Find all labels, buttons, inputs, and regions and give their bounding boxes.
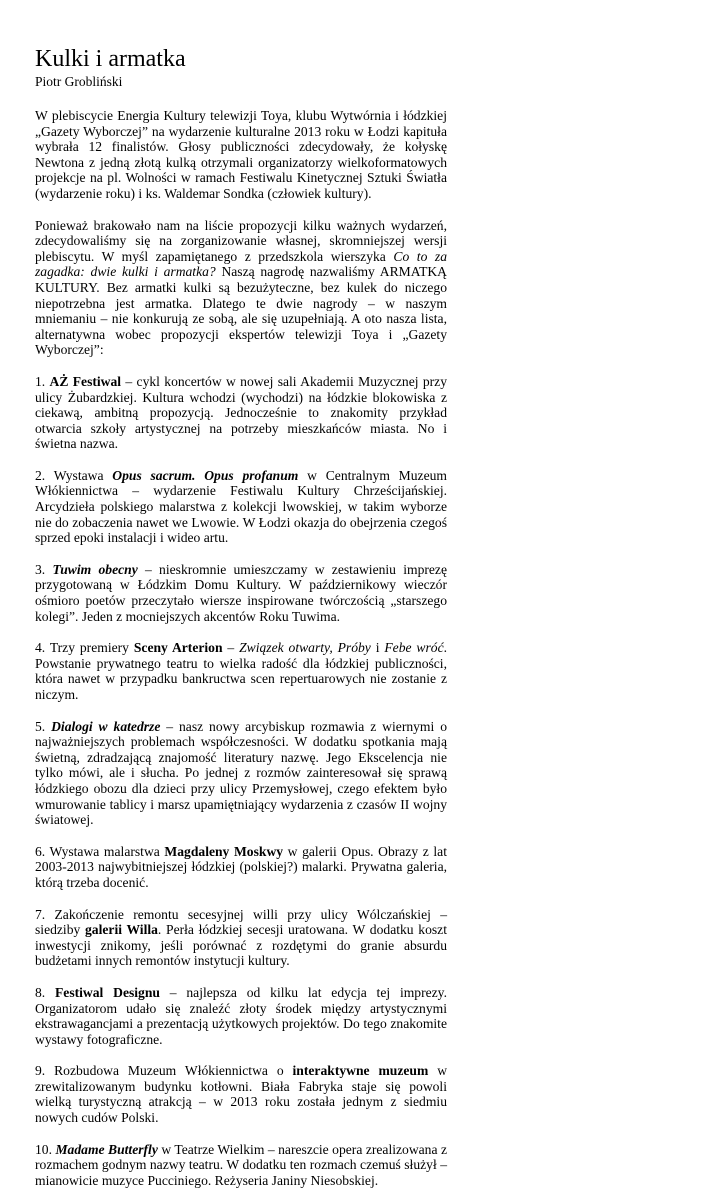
text-segment: w Teatrze Wielkim – nareszcie opera zrealizowana z rozmachem godnym nazwy teatru. W dodatku ten rozmach czemuś służył – mianowicie muzyce Pucciniego. Reżyseria Janiny Niesobskiej. — [35, 1141, 448, 1188]
text-segment: 3. — [35, 561, 53, 577]
text-segment: – nasz nowy arcybiskup rozmawia z wiernymi o najważniejszych problemach współczesności. W dodatku spotkania mają świetną, zdradzającą znajomość literatury nazwę. Jego Ekscelencja nie tylko mówi, ale i słucha. Po jednej z rozmów zainteresował się sprawą łódzkiego obozu dla dzieci przy ulicy Przemysłowej, czego efektem było wmurowanie tablicy i marsz upamiętniający wydarzenia z czasów II wojny światowej. — [35, 718, 447, 828]
text-segment: i — [370, 640, 385, 656]
text-segment: – nieskromnie umieszczamy w zestawieniu imprezę przygotowaną w Łódzkim Domu Kultury. W październikowy wieczór ośmioro poetów przeczytało wiersze inspirowane twórczością „starszego kolegi”. Jeden z mocniejszych akcentów Roku Tuwima. — [35, 561, 448, 624]
text-segment: – — [222, 640, 240, 656]
text-segment: Tuwim obecny — [52, 561, 138, 577]
text-segment: 10. — [35, 1141, 56, 1157]
article-title: Kulki i armatka — [35, 46, 186, 72]
text-segment: w galerii Opus. Obrazy z lat 2003-2013 najwybitniejszej łódzkiej (polskiej?) malarki. Prywatna galeria, którą trzeba docenić. — [35, 843, 447, 890]
text-segment: Febe wróć — [384, 640, 444, 656]
list-item — [35, 640, 447, 702]
text-segment: galerii Willa — [85, 922, 158, 938]
text-segment: W plebiscycie Energia Kultury telewizji Toya, klubu Wytwórnia i łódzkiej „Gazety Wyborczej” na wydarzenie kulturalne 2013 roku w Łodzi kapituła wybrała 12 finalistów. Głosy publiczności zdecydowały, że kołyskę Newtona z jedną złotą kulką otrzymali organizatorzy wielkoformatowych projekcje na pl. Wolności w ramach Festiwalu Kinetycznej Sztuki Światła (wydarzenie roku) i ks. Waldemar Sondka (człowiek kultury). — [35, 108, 447, 201]
text-segment: 5. — [35, 718, 52, 734]
text-segment: Co to za zagadka: dwie kulki i armatka? — [35, 248, 447, 280]
list-item — [35, 562, 447, 624]
text-segment: 8. — [35, 984, 55, 1000]
text-segment: Naszą nagrodę nazwaliśmy ARMATKĄ KULTURY. Bez armatki kulki są bezużyteczne, bez kulek do niczego niepotrzebna jest armatka. Dlatego te dwie nagrody – w naszym mniemaniu – nie konkurują ze sobą, ale się uzupełniają. A oto nasza lista, alternatywna wobec propozycji ekspertów telewizji Toya i „Gazety Wyborczej”: — [35, 264, 448, 358]
text-segment: w Centralnym Muzeum Włókiennictwa – wydarzenie Festiwalu Kultury Chrześcijańskiej. Arcydzieła polskiego malarstwa z kolekcji lwowskiej, w takim wyborze nie do zobaczenia nawet we Lwowie. W Łodzi okazja do obejrzenia czegoś sprzed epoki instalacji i wideo artu. — [35, 467, 447, 546]
list-item — [35, 1063, 447, 1125]
article-author: Piotr Groblіński — [35, 74, 123, 89]
text-segment: – cykl koncertów w nowej sali Akademii Muzycznej przy ulicy Żubardzkiej. Kultura wchodzi (wychodzi) na łódzkie blokowiska z ciekawą, ambitną propozycją. Jednocześnie to znakomity przykład otwarcia szkoły artystycznej na potrzeby mieszkańców miasta. No i świetna nazwa. — [35, 373, 447, 452]
text-segment: 2. Wystawa — [35, 467, 113, 483]
text-segment: 4. Trzy premiery — [35, 640, 134, 656]
text-segment: interaktywne muzeum — [292, 1063, 429, 1079]
text-segment: Związek otwarty, Próby — [239, 640, 371, 656]
text-segment: Dialogi w katedrze — [51, 718, 161, 734]
text-segment: w zrewitalizowanym budynku kotłowni. Biała Fabryka staje się powoli wielką turystyczną atrakcją – w 2013 roku została jednym z siedmiu nowych cudów Polski. — [35, 1063, 448, 1126]
text-segment: 1. — [35, 373, 50, 389]
text-segment: Festiwal Designu — [55, 984, 160, 1000]
list-item — [35, 374, 447, 452]
list-item — [35, 985, 447, 1047]
text-segment: Madame Butterfly — [55, 1141, 158, 1157]
list-item — [35, 844, 447, 891]
text-segment: AŻ Festiwal — [49, 373, 122, 389]
text-segment: Magdaleny Moskwy — [164, 843, 284, 859]
text-segment: Ponieważ brakowało nam na liście propozycji kilku ważnych wydarzeń, zdecydowaliśmy się na zorganizowanie własnej, skromniejszej wersji plebiscytu. W myśl zapamiętanego z przedszkola wierszyka — [35, 217, 447, 264]
article-body — [35, 108, 725, 1188]
text-segment: Sceny Arterion — [133, 640, 223, 656]
list-item — [35, 907, 447, 969]
text-segment: – najlepsza od kilku lat edycja tej imprezy. Organizatorom udało się znaleźć złoty środek między artystycznymi ekstrawagancjami a prezentacją użytkowych projektów. Do tego znakomite wystawy fotograficzne. — [35, 984, 447, 1047]
text-segment: 7. Zakończenie remontu secesyjnej willi przy ulicy Wólczańskiej – siedziby — [35, 906, 447, 938]
text-segment: 9. Rozbudowa Muzeum Włókiennictwa o — [35, 1063, 293, 1079]
list-item — [35, 468, 447, 546]
text-segment: . Powstanie prywatnego teatru to wielka radość dla łódzkiej publiczności, która nawet w przypadku bankructwa scen repertuarowych nie zostanie z niczym. — [35, 640, 448, 702]
list-item — [35, 1142, 447, 1188]
list-item — [35, 719, 447, 828]
text-segment: . Perła łódzkiej secesji uratowana. W dodatku koszt inwestycji znikomy, jeśli porównać z rozdętymi do granie absurdu budżetami innych remontów instytucji kultury. — [35, 922, 447, 969]
intro-paragraph — [35, 108, 447, 202]
context-paragraph — [35, 218, 447, 358]
text-segment: 6. Wystawa malarstwa — [35, 843, 165, 859]
text-segment: Opus sacrum. Opus profanum — [112, 467, 299, 483]
